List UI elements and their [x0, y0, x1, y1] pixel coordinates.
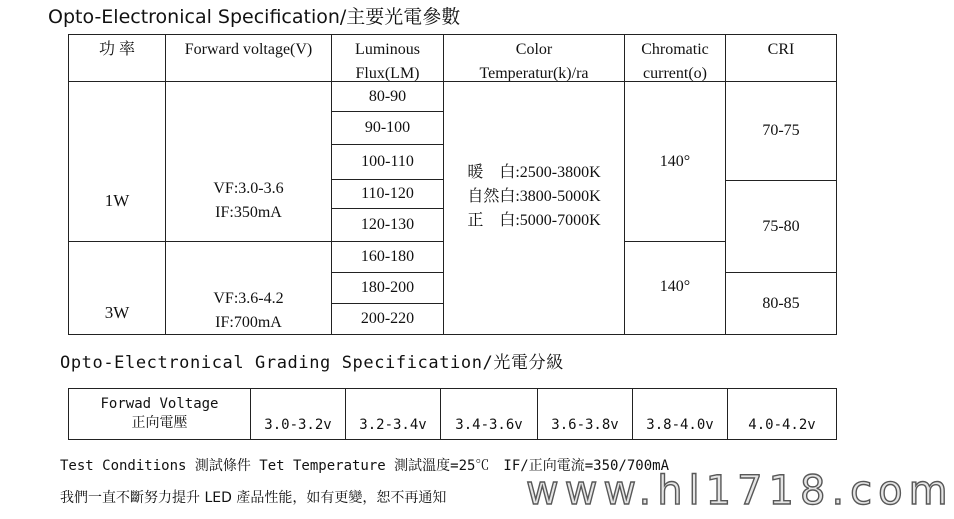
grading-bin — [440, 388, 538, 440]
power-3w-text: 3W — [104, 303, 130, 322]
grading-title: Opto-Electronical Grading Specification/光電分級 — [60, 353, 564, 373]
flux-value: 100-110 — [361, 153, 414, 170]
header-cri-text: CRI — [767, 41, 795, 58]
grading-bin-value: 3.4-3.6v — [455, 417, 523, 433]
vf-1w-current: IF:350mA — [215, 203, 282, 221]
flux-cell — [331, 144, 444, 180]
color-temp-natural: 自然白:3800-5000K — [467, 188, 601, 205]
flux-cell — [331, 241, 444, 273]
color-temp-warm: 暖 白:2500-3800K — [467, 164, 601, 181]
flux-cell — [331, 272, 444, 304]
cri-cell — [725, 180, 837, 273]
notice-text: 我們一直不斷努力提升 LED 產品性能，如有更變，恕不再通知 — [60, 490, 447, 506]
header-flux-line2: Flux(LM) — [355, 65, 420, 82]
cri-value: 70-75 — [762, 122, 800, 139]
vf-3w — [165, 241, 332, 335]
flux-value: 160-180 — [360, 248, 415, 265]
flux-value: 180-200 — [360, 279, 415, 296]
flux-value: 200-220 — [360, 310, 415, 327]
header-chromatic-line1: Chromatic — [641, 41, 709, 58]
chromatic-3w — [624, 241, 726, 335]
flux-cell — [331, 208, 444, 242]
power-3w — [68, 241, 166, 335]
header-forward-voltage — [165, 34, 332, 82]
flux-value: 120-130 — [360, 216, 415, 233]
chromatic-3w-angle: 140° — [659, 278, 691, 295]
vf-3w-current: IF:700mA — [215, 314, 282, 331]
header-flux-line1: Luminous — [355, 41, 420, 58]
chromatic-1w-angle: 140° — [659, 152, 691, 170]
flux-cell — [331, 303, 444, 335]
vf-3w-voltage: VF:3.6-4.2 — [213, 290, 284, 307]
spec-title: Opto-Electronical Specification/主要光電參數 — [48, 6, 461, 28]
power-1w — [68, 81, 166, 242]
color-temp-cool: 正 白:5000-7000K — [467, 212, 601, 229]
grading-header-en: Forwad Voltage — [100, 396, 219, 412]
grading-bin-value: 4.0-4.2v — [748, 417, 816, 433]
header-power — [68, 34, 166, 82]
header-forward-voltage-text: Forward voltage(V) — [184, 41, 313, 58]
grading-bin — [632, 388, 728, 440]
flux-value: 80-90 — [368, 87, 407, 105]
flux-cell — [331, 111, 444, 145]
header-luminous-flux — [331, 34, 444, 82]
vf-1w-voltage: VF:3.0-3.6 — [213, 179, 284, 197]
flux-value: 90-100 — [364, 119, 411, 136]
cri-cell — [725, 272, 837, 335]
header-color-line2: Temperatur(k)/ra — [479, 65, 589, 82]
grading-bin — [250, 388, 346, 440]
header-power-text: 功 率 — [98, 41, 135, 58]
grading-bin-value: 3.0-3.2v — [264, 417, 332, 433]
vf-1w — [165, 81, 332, 242]
flux-cell — [331, 81, 444, 112]
grading-bin-value: 3.2-3.4v — [359, 417, 427, 433]
grading-bin — [537, 388, 633, 440]
header-color-temperature — [443, 34, 625, 82]
header-chromatic — [624, 34, 726, 82]
cri-cell — [725, 81, 837, 181]
power-1w-text: 1W — [104, 190, 130, 210]
header-color-line1: Color — [515, 41, 553, 58]
chromatic-1w — [624, 81, 726, 242]
cri-value: 80-85 — [762, 294, 800, 312]
header-cri — [725, 34, 837, 82]
header-chromatic-line2: current(o) — [643, 65, 707, 82]
flux-cell — [331, 179, 444, 209]
cri-value: 75-80 — [762, 217, 800, 235]
grading-header — [68, 388, 251, 440]
test-conditions: Test Conditions 測試條件 Tet Temperature 測試溫度=25℃ IF/正向電流=350/700mA — [60, 458, 670, 474]
flux-value: 110-120 — [361, 185, 414, 202]
grading-bin-value: 3.8-4.0v — [646, 417, 714, 433]
grading-bin-value: 3.6-3.8v — [551, 417, 619, 433]
grading-bin — [345, 388, 441, 440]
color-temperature-cell — [443, 81, 625, 335]
grading-header-zh: 正向電壓 — [131, 415, 188, 431]
watermark-logo: www.hl1718.com — [526, 468, 954, 514]
grading-bin — [727, 388, 837, 440]
